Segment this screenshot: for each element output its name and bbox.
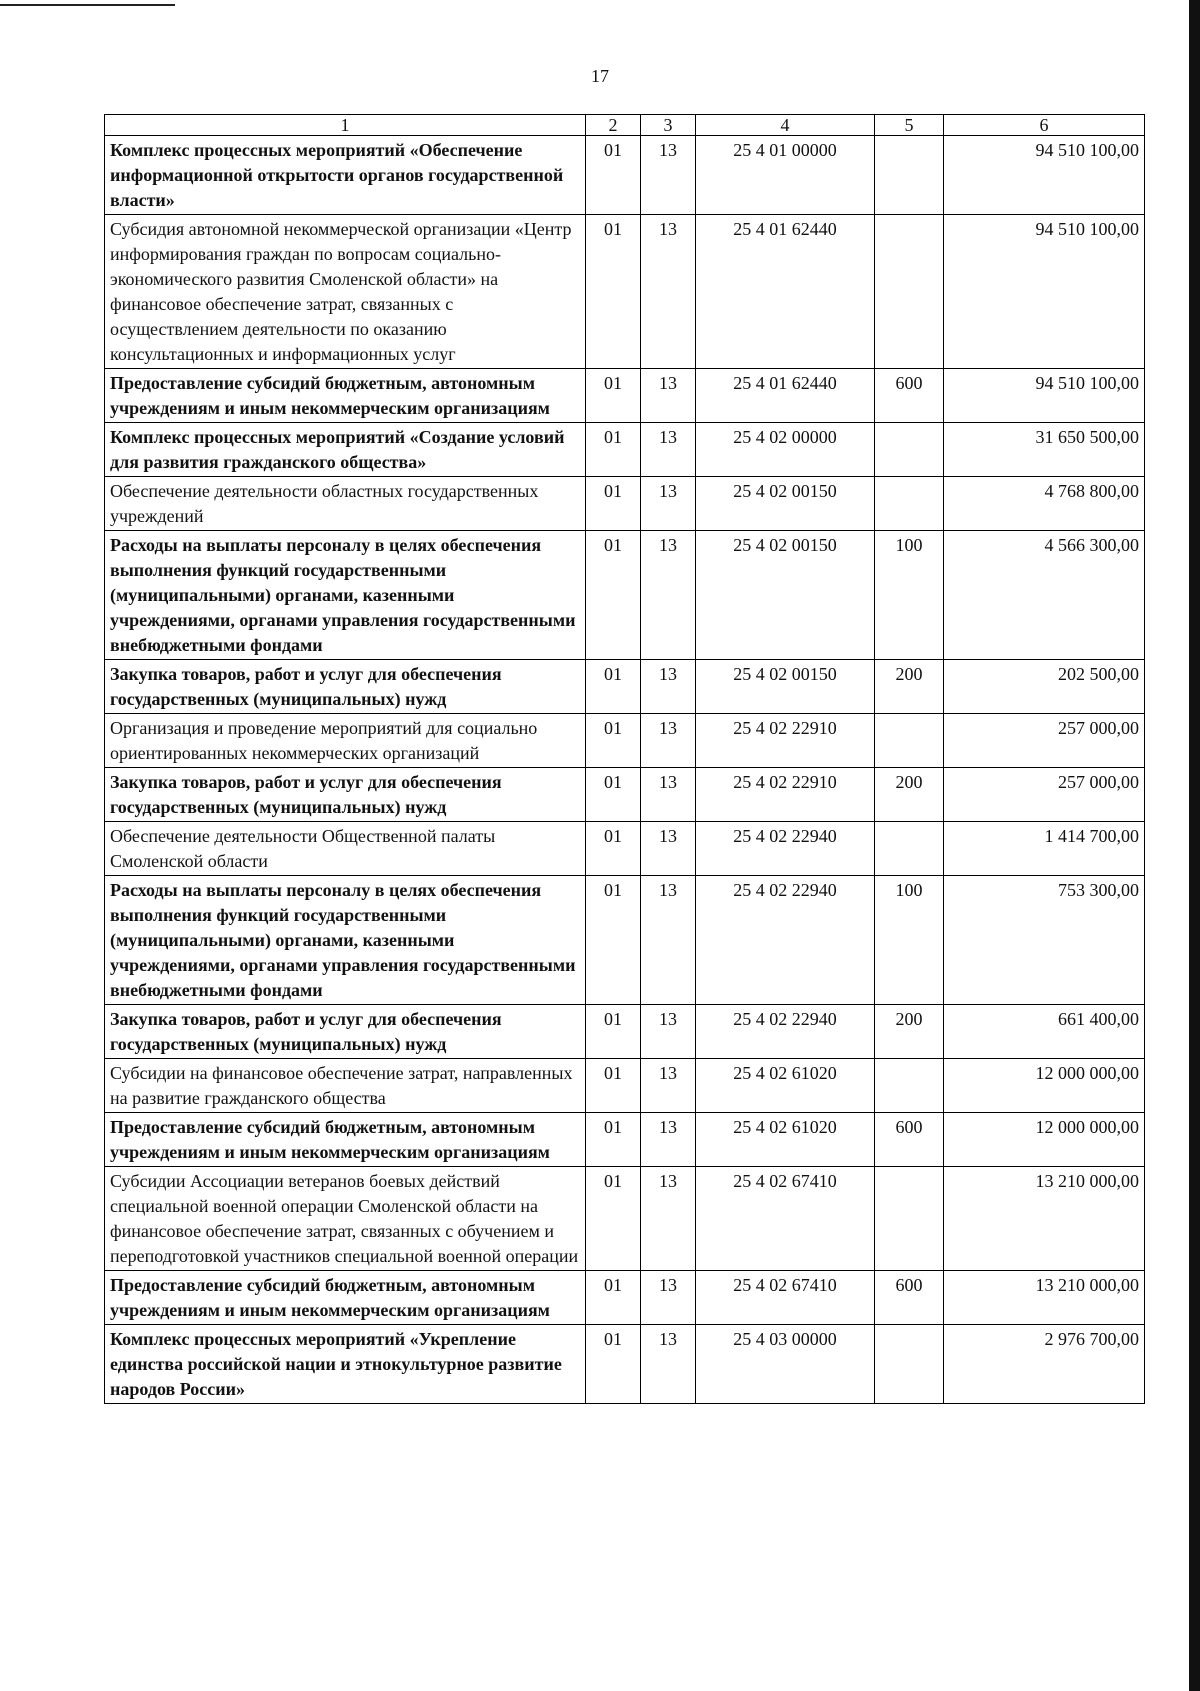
table-row (105, 369, 1145, 423)
row-section-cell: 01 (586, 215, 641, 369)
row-name-cell: Комплекс процессных мероприятий «Обеспечение информационной открытости органов государственной власти» (105, 136, 586, 215)
header-col-1: 1 (105, 115, 586, 136)
row-amount-cell: 753 300,00 (944, 876, 1145, 1005)
row-section-cell: 01 (586, 1271, 641, 1325)
row-expense-type-cell: 200 (875, 1005, 944, 1059)
table-row (105, 822, 1145, 876)
header-col-5: 5 (875, 115, 944, 136)
row-section-cell: 01 (586, 1005, 641, 1059)
row-subsection-cell: 13 (641, 215, 696, 369)
row-section-cell: 01 (586, 1325, 641, 1404)
table-row (105, 768, 1145, 822)
table-row (105, 876, 1145, 1005)
row-subsection-cell: 13 (641, 477, 696, 531)
row-expense-type-cell: 600 (875, 1271, 944, 1325)
table-row (105, 1005, 1145, 1059)
row-amount-cell: 202 500,00 (944, 660, 1145, 714)
row-subsection-cell: 13 (641, 714, 696, 768)
row-section-cell: 01 (586, 822, 641, 876)
row-section-cell: 01 (586, 136, 641, 215)
row-name-cell: Организация и проведение мероприятий для социально ориентированных некоммерческих организаций (105, 714, 586, 768)
row-section-cell: 01 (586, 876, 641, 1005)
row-name-cell: Предоставление субсидий бюджетным, автономным учреждениям и иным некоммерческим организациям (105, 1113, 586, 1167)
header-col-6: 6 (944, 115, 1145, 136)
row-target-code-cell: 25 4 02 00150 (696, 477, 875, 531)
row-target-code-cell: 25 4 02 00000 (696, 423, 875, 477)
row-section-cell: 01 (586, 531, 641, 660)
row-target-code-cell: 25 4 02 22940 (696, 876, 875, 1005)
row-subsection-cell: 13 (641, 768, 696, 822)
row-amount-cell: 12 000 000,00 (944, 1059, 1145, 1113)
row-target-code-cell: 25 4 02 22940 (696, 1005, 875, 1059)
row-amount-cell: 13 210 000,00 (944, 1167, 1145, 1271)
header-col-4: 4 (696, 115, 875, 136)
row-name-cell: Предоставление субсидий бюджетным, автономным учреждениям и иным некоммерческим организациям (105, 1271, 586, 1325)
table-row (105, 1271, 1145, 1325)
row-subsection-cell: 13 (641, 660, 696, 714)
row-subsection-cell: 13 (641, 136, 696, 215)
table-row (105, 1167, 1145, 1271)
row-section-cell: 01 (586, 369, 641, 423)
table-row (105, 215, 1145, 369)
row-subsection-cell: 13 (641, 876, 696, 1005)
row-amount-cell: 94 510 100,00 (944, 136, 1145, 215)
table-row (105, 660, 1145, 714)
row-expense-type-cell (875, 822, 944, 876)
row-amount-cell: 2 976 700,00 (944, 1325, 1145, 1404)
row-name-cell: Закупка товаров, работ и услуг для обеспечения государственных (муниципальных) нужд (105, 768, 586, 822)
table-row (105, 531, 1145, 660)
row-name-cell: Комплекс процессных мероприятий «Создание условий для развития гражданского общества» (105, 423, 586, 477)
row-target-code-cell: 25 4 03 00000 (696, 1325, 875, 1404)
row-amount-cell: 661 400,00 (944, 1005, 1145, 1059)
table-row (105, 1113, 1145, 1167)
row-target-code-cell: 25 4 02 67410 (696, 1271, 875, 1325)
row-expense-type-cell (875, 136, 944, 215)
row-target-code-cell: 25 4 02 61020 (696, 1059, 875, 1113)
row-amount-cell: 94 510 100,00 (944, 369, 1145, 423)
row-target-code-cell: 25 4 02 00150 (696, 660, 875, 714)
table-row (105, 423, 1145, 477)
table-row (105, 1325, 1145, 1404)
row-section-cell: 01 (586, 477, 641, 531)
row-name-cell: Расходы на выплаты персоналу в целях обеспечения выполнения функций государственными (муниципальными) органами, казенными учреждениями, органами управления государственными внебюджетными фондами (105, 531, 586, 660)
row-expense-type-cell: 600 (875, 369, 944, 423)
scan-edge-border (1189, 0, 1200, 1691)
row-section-cell: 01 (586, 1167, 641, 1271)
budget-table (104, 114, 1145, 1404)
row-subsection-cell: 13 (641, 1271, 696, 1325)
row-subsection-cell: 13 (641, 1113, 696, 1167)
row-expense-type-cell: 600 (875, 1113, 944, 1167)
row-expense-type-cell (875, 215, 944, 369)
row-subsection-cell: 13 (641, 822, 696, 876)
budget-table-body (105, 115, 1145, 1404)
row-amount-cell: 257 000,00 (944, 768, 1145, 822)
row-subsection-cell: 13 (641, 1059, 696, 1113)
row-amount-cell: 94 510 100,00 (944, 215, 1145, 369)
header-col-3: 3 (641, 115, 696, 136)
row-expense-type-cell: 100 (875, 531, 944, 660)
row-expense-type-cell (875, 1325, 944, 1404)
row-name-cell: Закупка товаров, работ и услуг для обеспечения государственных (муниципальных) нужд (105, 660, 586, 714)
row-name-cell: Комплекс процессных мероприятий «Укрепление единства российской нации и этнокультурное развитие народов России» (105, 1325, 586, 1404)
row-subsection-cell: 13 (641, 531, 696, 660)
row-name-cell: Обеспечение деятельности областных государственных учреждений (105, 477, 586, 531)
row-name-cell: Предоставление субсидий бюджетным, автономным учреждениям и иным некоммерческим организациям (105, 369, 586, 423)
row-target-code-cell: 25 4 02 67410 (696, 1167, 875, 1271)
header-col-2: 2 (586, 115, 641, 136)
table-row (105, 477, 1145, 531)
row-amount-cell: 257 000,00 (944, 714, 1145, 768)
row-expense-type-cell: 200 (875, 660, 944, 714)
row-amount-cell: 12 000 000,00 (944, 1113, 1145, 1167)
row-section-cell: 01 (586, 423, 641, 477)
row-section-cell: 01 (586, 1113, 641, 1167)
row-target-code-cell: 25 4 01 62440 (696, 215, 875, 369)
row-name-cell: Субсидии Ассоциации ветеранов боевых действий специальной военной операции Смоленской области на финансовое обеспечение затрат, связанных с обучением и переподготовкой участников специальной военной операции (105, 1167, 586, 1271)
table-row (105, 714, 1145, 768)
row-subsection-cell: 13 (641, 1325, 696, 1404)
row-target-code-cell: 25 4 01 62440 (696, 369, 875, 423)
row-target-code-cell: 25 4 02 22940 (696, 822, 875, 876)
row-name-cell: Субсидия автономной некоммерческой организации «Центр информирования граждан по вопросам социально-экономического развития Смоленской области» на финансовое обеспечение затрат, связанных с осуществлением деятельности по оказанию консультационных и информационных услуг (105, 215, 586, 369)
row-target-code-cell: 25 4 02 22910 (696, 768, 875, 822)
row-expense-type-cell (875, 1059, 944, 1113)
row-expense-type-cell (875, 1167, 944, 1271)
row-expense-type-cell: 100 (875, 876, 944, 1005)
row-section-cell: 01 (586, 660, 641, 714)
row-amount-cell: 4 768 800,00 (944, 477, 1145, 531)
row-amount-cell: 31 650 500,00 (944, 423, 1145, 477)
table-row (105, 1059, 1145, 1113)
row-name-cell: Расходы на выплаты персоналу в целях обеспечения выполнения функций государственными (муниципальными) органами, казенными учреждениями, органами управления государственными внебюджетными фондами (105, 876, 586, 1005)
row-name-cell: Закупка товаров, работ и услуг для обеспечения государственных (муниципальных) нужд (105, 1005, 586, 1059)
row-expense-type-cell (875, 423, 944, 477)
row-section-cell: 01 (586, 1059, 641, 1113)
row-subsection-cell: 13 (641, 369, 696, 423)
row-target-code-cell: 25 4 02 22910 (696, 714, 875, 768)
row-expense-type-cell (875, 714, 944, 768)
scan-edge-line (0, 4, 175, 6)
page-number: 17 (591, 66, 609, 86)
row-amount-cell: 13 210 000,00 (944, 1271, 1145, 1325)
row-expense-type-cell (875, 477, 944, 531)
row-subsection-cell: 13 (641, 1005, 696, 1059)
row-section-cell: 01 (586, 714, 641, 768)
row-amount-cell: 1 414 700,00 (944, 822, 1145, 876)
row-name-cell: Субсидии на финансовое обеспечение затрат, направленных на развитие гражданского общества (105, 1059, 586, 1113)
row-subsection-cell: 13 (641, 423, 696, 477)
row-expense-type-cell: 200 (875, 768, 944, 822)
row-name-cell: Обеспечение деятельности Общественной палаты Смоленской области (105, 822, 586, 876)
row-subsection-cell: 13 (641, 1167, 696, 1271)
row-amount-cell: 4 566 300,00 (944, 531, 1145, 660)
row-target-code-cell: 25 4 01 00000 (696, 136, 875, 215)
row-target-code-cell: 25 4 02 61020 (696, 1113, 875, 1167)
table-row (105, 136, 1145, 215)
row-target-code-cell: 25 4 02 00150 (696, 531, 875, 660)
row-section-cell: 01 (586, 768, 641, 822)
table-header-row (105, 115, 1145, 136)
